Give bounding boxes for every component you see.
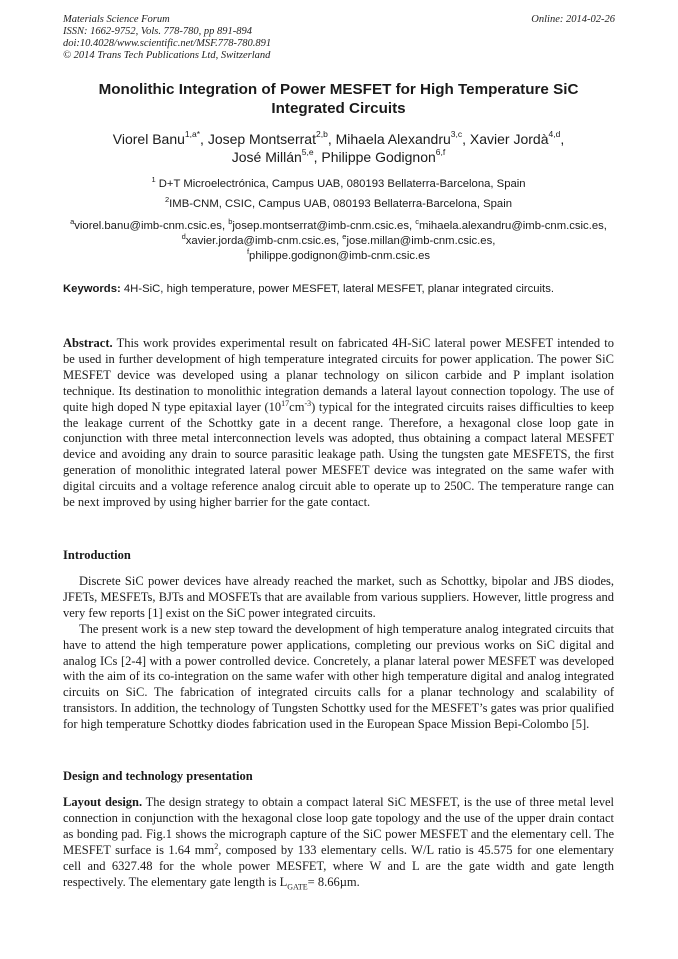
affiliation-1: $^1$ D+T Microelectrónica, Campus UAB, 080193 Bellaterra-Barcelona, Spain bbox=[151, 175, 526, 190]
keywords: Keywords: 4H-SiC, high temperature, power MESFET, lateral MESFET, planar integrated circuits. bbox=[63, 283, 554, 295]
affiliation-2: $^2$IMB-CNM, CSIC, Campus UAB, 080193 Bellaterra-Barcelona, Spain bbox=[165, 195, 512, 210]
author-list bbox=[63, 130, 614, 166]
design-body: Layout design. The design strategy to obtain a compact lateral SiC MESFET, is the use of three metal level connection in conjunction with the hexagonal close loop gate topology and the use of the upper drain contact as bonding pad. Fig.1 shows the micrograph capture of the SiC power MESFET and the elementary cell. The MESFET surface is 1.64 $mm^2$, composed by 133 elementary cells. W/L ratio is 45.575 for one elementary cell and 6327.48 for the whole power MESFET, where W and L are the gate width and gate length respectively. The elementary gate length is $L_{GATE}= 8.66\mu m$. bbox=[63, 795, 614, 892]
paper-title: Monolithic Integration of Power MESFET for High Temperature SiC Integrated Circuits bbox=[98, 81, 579, 117]
layout-design-label: Layout design. bbox=[63, 795, 143, 809]
author: Philippe Godignon$^{6,f}$ bbox=[321, 147, 446, 165]
online-date: Online: 2014-02-26 bbox=[531, 14, 615, 25]
doi-line[interactable]: doi:10.4028/www.scientific.net/MSF.778-780.891 bbox=[63, 38, 272, 49]
email-link[interactable]: xavier.jorda@imb-cnm.csic.es, bbox=[185, 235, 343, 247]
journal-name: Materials Science Forum bbox=[63, 14, 170, 25]
author: José Millán$^{5,e}$, bbox=[231, 147, 322, 165]
author: Xavier Jordà$^{4,d}$, bbox=[469, 129, 565, 147]
journal-header bbox=[63, 14, 483, 62]
email-link[interactable]: josep.montserrat@imb-cnm.csic.es, bbox=[232, 220, 416, 232]
paragraph: Discrete SiC power devices have already reached the market, such as Schottky, bipolar and JBS diodes, JFETs, MESFETs, BJTs and MOSFETs that are available from various suppliers. However, little progress and very few reports [1] exist on the SiC power integrated circuits. bbox=[63, 574, 614, 620]
email-link[interactable]: jose.millan@imb-cnm.csic.es, bbox=[346, 235, 496, 247]
section-heading-design: Design and technology presentation bbox=[63, 769, 253, 783]
email-link[interactable]: philippe.godignon@imb-cnm.csic.es bbox=[249, 250, 431, 262]
introduction-body bbox=[63, 574, 614, 733]
abstract: Abstract. This work provides experimental result on fabricated 4H-SiC lateral power MESFET intended to be used in further development of high temperature integrated circuits for power application. The power SiC MESFET device was developed using a planar technology on silicon carbide and P implant isolation technique. Its destination to monolithic integration demands a lateral layout connection topology. The use of quite high doped N type epitaxial layer $(10^{17}cm^{-3})$ typical for the integrated circuits raises difficulties to keep the leakage current of the Schottky gate in a decent range. Therefore, a hexagonal close loop gate in conjunction with three metal interconnection levels was adopted, thus obtaining a compact lateral MESFET device and avoiding any drain to source parasitic leakage path. Using the tungsten gate MESFETS, the first generation of monolithic integrated lateral power MESFET device was integrated on the same wafer with digital circuits and a voltage reference analog circuit able to operate up to 250C. The temperature range can be next improved by using higher barrier for the gate contact. bbox=[63, 336, 614, 510]
abstract-label: Abstract. bbox=[63, 336, 113, 350]
email-link[interactable]: viorel.banu@imb-cnm.csic.es, bbox=[74, 220, 229, 232]
copyright-line: © 2014 Trans Tech Publications Ltd, Switzerland bbox=[63, 50, 271, 61]
section-heading-introduction: Introduction bbox=[63, 548, 131, 562]
keywords-label: Keywords: bbox=[63, 283, 121, 295]
author: Josep Montserrat$^{2,b}$, bbox=[207, 129, 336, 147]
email-list: $^a$viorel.banu@imb-cnm.csic.es, $^b$josep.montserrat@imb-cnm.csic.es, $^c$mihaela.alexandru@imb-cnm.csic.es, $^d$xavier.jorda@imb-cnm.csic.es, $^e$jose.millan@imb-cnm.csic.es, $^f$philippe.godignon@imb-cnm.csic.es bbox=[70, 217, 607, 262]
issn-line: ISSN: 1662-9752, Vols. 778-780, pp 891-894 bbox=[63, 26, 252, 37]
author: Mihaela Alexandru$^{3,c}$, bbox=[335, 129, 470, 147]
author: Viorel Banu$^{1,a*}$, bbox=[112, 129, 208, 147]
email-link[interactable]: mihaela.alexandru@imb-cnm.csic.es, bbox=[419, 220, 607, 232]
paragraph: The present work is a new step toward the development of high temperature analog integrated circuits that have to attend the high temperature power applications, completing our previous works on SiC digital and analog ICs [2-4] with a power controlled device. Concretely, a planar lateral power MESFET was developed with the aim of its co-integration on the same wafer with other high temperature digital and analog integrated circuits on SiC. The fabrication of integrated circuits calls for a planar technology and scalability of transistors. In addition, the technology of Tungsten Schottky used for the MESFET’s gates was prior qualified for high temperature Schottky diodes fabrication used in the European Space Mission Bepi-Colombo [5]. bbox=[63, 621, 614, 732]
